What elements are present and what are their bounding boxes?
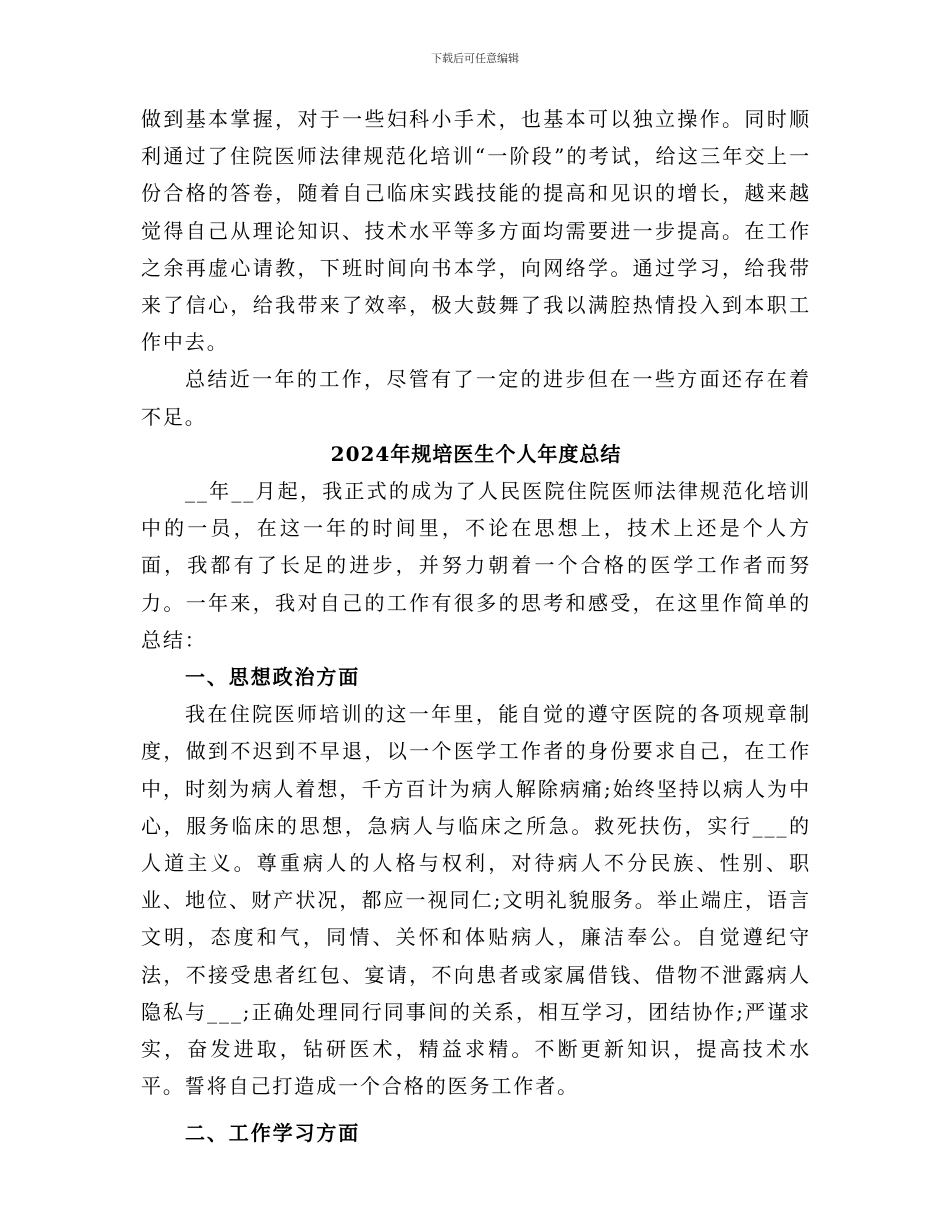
section-heading-work-study: 二、工作学习方面 (185, 1121, 361, 1146)
paragraph-ideology: 我在住院医师培训的这一年里，能自觉的遵守医院的各项规章制度，做到不迟到不早退，以一个医学工作者的身份要求自己，在工作中，时刻为病人着想，千方百计为病人解除病痛;始终坚持以病人为中心，服务临床的思想，急病人与临床之所急。救死扶伤，实行___的人道主义。尊重病人的人格与权利，对待病人不分民族、性别、职业、地位、财产状况，都应一视同仁;文明礼貌服务。举止端庄，语言文明，态度和气，同情、关怀和体贴病人，廉洁奉公。自觉遵纪守法，不接受患者红包、宴请，不向患者或家属借钱、借物不泄露病人隐私与___;正确处理同行同事间的关系，相互学习，团结协作;严谨求实，奋发进取，钻研医术，精益求精。不断更新知识，提高技术水平。誓将自己打造成一个合格的医务工作者。 (141, 702, 811, 1099)
spacer (141, 1105, 811, 1115)
paragraph-continuation: 做到基本掌握，对于一些妇科小手术，也基本可以独立操作。同时顺利通过了住院医师法律规范化培训“一阶段”的考试，给这三年交上一份合格的答卷，随着自己临床实践技能的提高和见识的增长，越来越觉得自己从理论知识、技术水平等多方面均需要进一步提高。在工作之余再虚心请教，下班时间向书本学，向网络学。通过学习，给我带来了信心，给我带来了效率，极大鼓舞了我以满腔热情投入到本职工作中去。 (141, 107, 811, 355)
document-body (141, 101, 811, 1153)
page-header: 下载后可任意编辑 (431, 52, 519, 65)
document-title: 2024年规培医生个人年度总结 (330, 441, 622, 466)
section-heading-ideology: 一、思想政治方面 (185, 665, 361, 690)
paragraph-intro: __年__月起，我正式的成为了人民医院住院医师法律规范化培训中的一员，在这一年的时间里，不论在思想上，技术上还是个人方面，我都有了长足的进步，并努力朝着一个合格的医学工作者而努力。一年来，我对自己的工作有很多的思考和感受，在这里作简单的总结： (141, 479, 811, 652)
paragraph-summary: 总结近一年的工作，尽管有了一定的进步但在一些方面还存在着不足。 (141, 367, 811, 429)
